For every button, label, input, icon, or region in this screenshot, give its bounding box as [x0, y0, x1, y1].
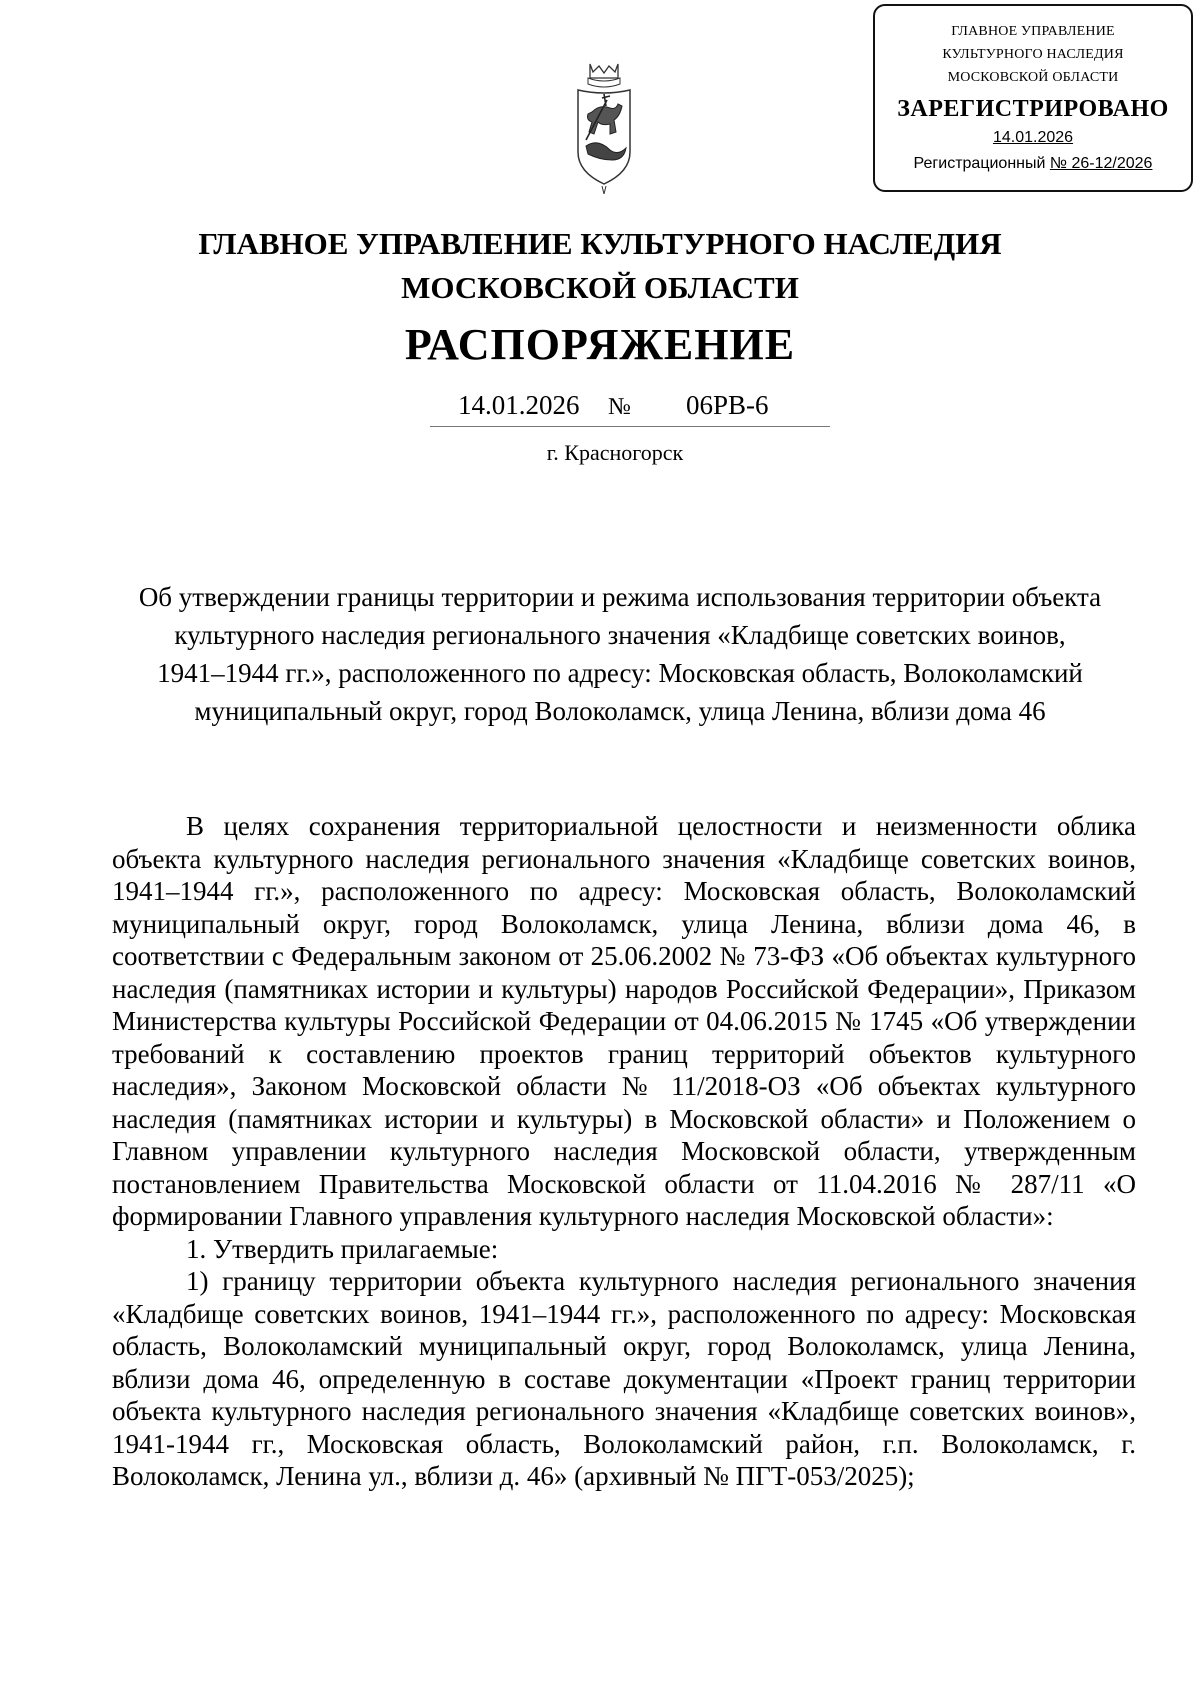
stamp-date	[875, 129, 1191, 147]
number-sign: №	[608, 394, 631, 420]
subject-line: муниципальный округ, город Волоколамск, улица Ленина, вблизи дома 46	[194, 696, 1046, 726]
document-type: РАСПОРЯЖЕНИЕ	[404, 320, 796, 369]
agency-name-line: ГЛАВНОЕ УПРАВЛЕНИЕ КУЛЬТУРНОГО НАСЛЕДИЯ	[198, 226, 1002, 261]
stamp-reg-number: № 26-12/2026	[1049, 155, 1153, 172]
stamp-title: ЗАРЕГИСТРИРОВАНО	[897, 96, 1169, 122]
item-1: 1. Утвердить прилагаемые:	[186, 1233, 499, 1264]
document-number: 06РВ-6	[686, 390, 769, 420]
stamp-reg-prefix: Регистрационный	[913, 155, 1046, 172]
subject-line: 1941–1944 гг.», расположенного по адресу: Московская область, Волоколамский	[157, 658, 1083, 688]
stamp-registration-number	[875, 155, 1191, 173]
item-1-subitem-1: 1) границу территории объекта культурного наследия регионального значения «Кладбище советских воинов, 1941–1944 гг.», расположенного по адресу: Московская область, Волоколамский муниципальный округ, город Волоколамск, улица Ленина, вблизи дома 46, определенную в составе документации «Проект границ территории объекта культурного наследия регионального значения «Кладбище советских воинов», 1941-1944 гг., Московская область, Волоколамский район, г.п. Волоколамск, г. Волоколамск, Ленина ул., вблизи д. 46» (архивный № ПГТ-053/2025);	[112, 1266, 1136, 1491]
stamp-date-value: 14.01.2026	[992, 129, 1074, 146]
stamp-organization	[875, 20, 1191, 89]
agency-name	[0, 222, 1200, 310]
document-subject	[120, 578, 1120, 730]
registration-stamp	[873, 4, 1193, 192]
preamble-paragraph: В целях сохранения территориальной целостности и неизменности облика объекта культурного наследия регионального значения «Кладбище советских воинов, 1941–1944 гг.», расположенного по адресу: Московская область, Волоколамский муниципальный округ, город Волоколамск, улица Ленина, вблизи дома 46, в соответствии с Федеральным законом от 25.06.2002 № 73-ФЗ «Об объектах культурного наследия (памятниках истории и культуры) народов Российской Федерации», Приказом Министерства культуры Российской Федерации от 04.06.2015 № 1745 «Об утверждении требований к составлению проектов границ территорий объектов культурного наследия», Законом Московской области № 11/2018-ОЗ «Об объектах культурного наследия (памятниках истории и культуры) в Московской области» и Положением о Главном управлении культурного наследия Московской области, утвержденным постановлением Правительства Московской области от 11.04.2016 № 287/11 «О формировании Главного управления культурного наследия Московской области»:	[112, 811, 1136, 1231]
stamp-org-line: МОСКОВСКОЙ ОБЛАСТИ	[947, 70, 1119, 85]
city: г. Красногорск	[546, 440, 684, 465]
agency-name-line: МОСКОВСКОЙ ОБЛАСТИ	[401, 270, 799, 305]
subject-line: Об утверждении границы территории и режима использования территории объекта	[138, 582, 1102, 612]
stamp-org-line: ГЛАВНОЕ УПРАВЛЕНИЕ	[951, 24, 1115, 39]
document-date: 14.01.2026	[458, 390, 580, 420]
stamp-org-line: КУЛЬТУРНОГО НАСЛЕДИЯ	[942, 47, 1124, 62]
document-body	[112, 810, 1136, 1493]
document-date-number-line	[430, 390, 830, 427]
moscow-oblast-coat-of-arms-icon	[564, 60, 644, 194]
subject-line: культурного наследия регионального значения «Кладбище советских воинов,	[174, 620, 1066, 650]
